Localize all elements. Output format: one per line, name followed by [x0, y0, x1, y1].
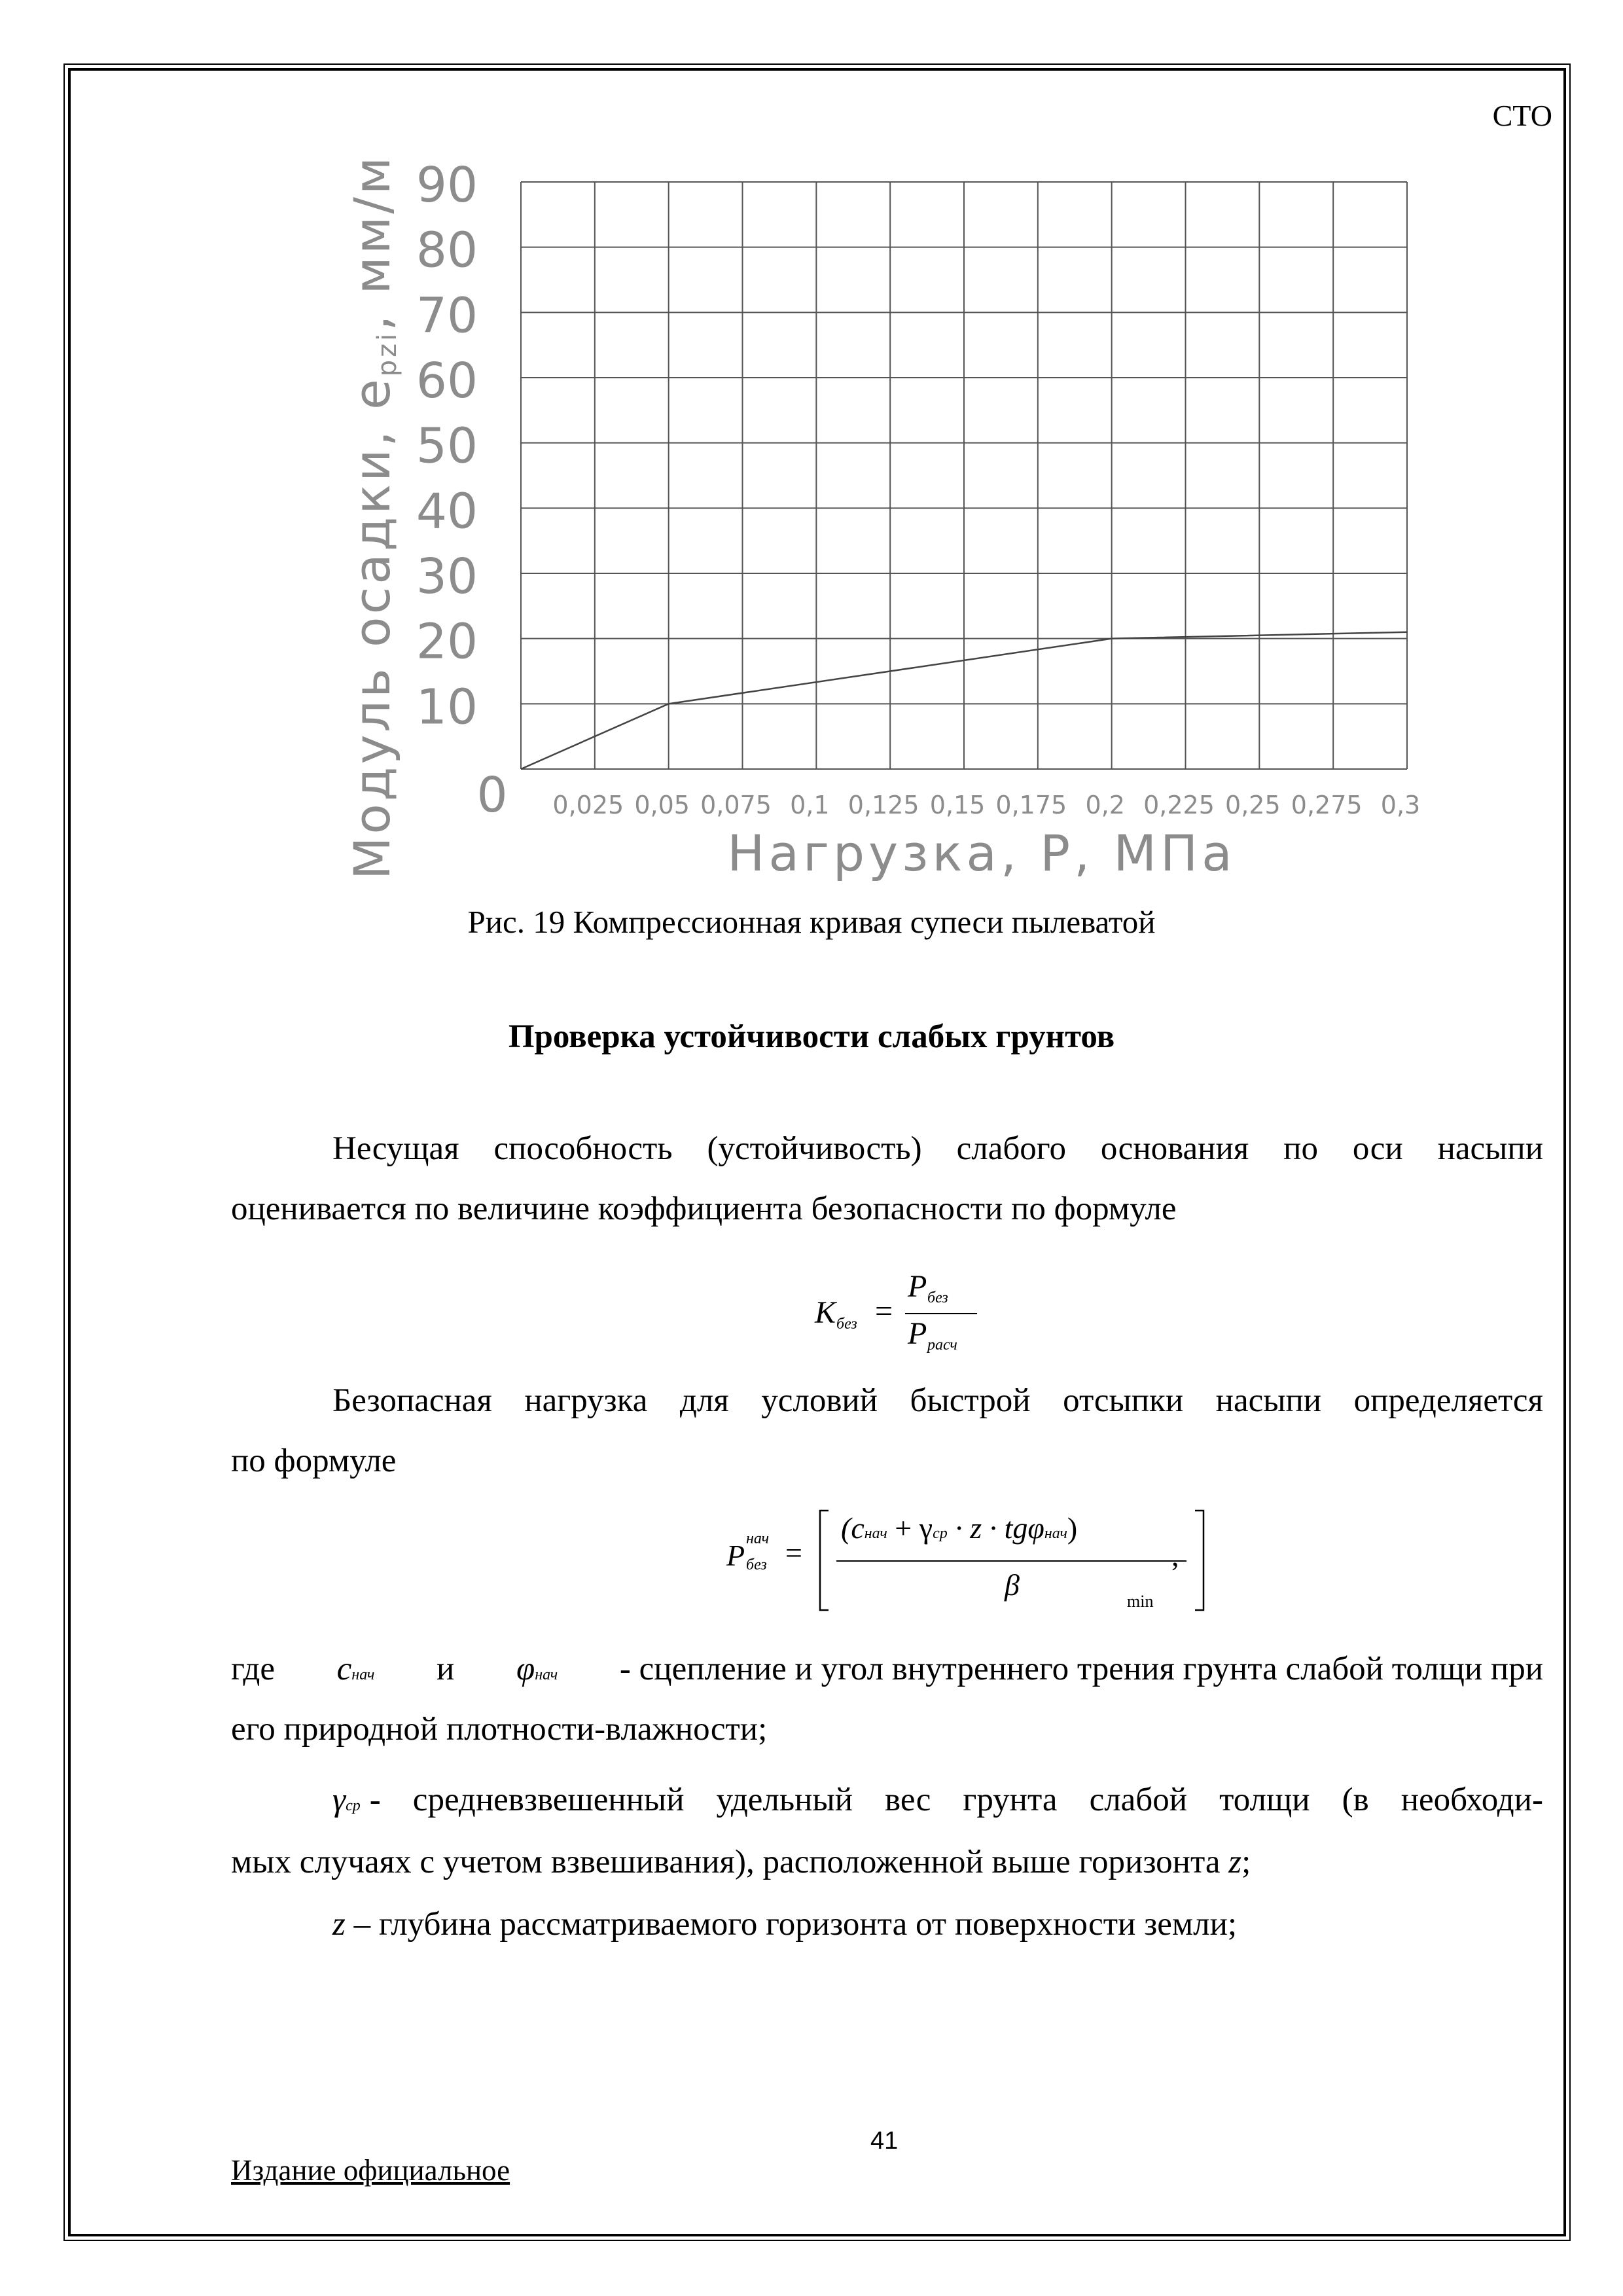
paragraph-2-line-1: Безопасная нагрузка для условий быстрой отсыпки насыпи определяется: [332, 1382, 1543, 1419]
y-tick-label: 60: [416, 353, 478, 409]
x-tick-labels: [552, 791, 1420, 819]
y-tick-label: 90: [416, 157, 478, 213]
chart-grid: [521, 182, 1407, 769]
x-tick-label: 0,15: [929, 791, 986, 819]
paragraph-1-line-1: Несущая способность (устойчивость) слабого основания по оси насыпи: [332, 1130, 1543, 1167]
x-tick-label: 0,275: [1291, 791, 1363, 819]
paragraph-2-line-2: по формуле: [231, 1443, 397, 1479]
figure-caption: Рис. 19 Компрессионная кривая супеси пылеватой: [467, 904, 1156, 940]
formula-safety-factor: K без = P без P расч: [815, 1276, 985, 1361]
x-tick-label: 0,05: [634, 791, 690, 819]
y-tick-label: 40: [416, 483, 478, 540]
x-tick-label: 0,125: [847, 791, 919, 819]
page-number: 41: [870, 2127, 899, 2155]
y-tick-label: 30: [416, 548, 478, 605]
y-tick-label: 50: [416, 418, 478, 475]
y-tick-label: 80: [416, 222, 478, 279]
x-tick-label: 0,1: [790, 791, 830, 819]
y-tick-label: 20: [416, 613, 478, 670]
definition-gamma-line-2: мых случаях с учетом взвешивания), расположенной выше горизонта z;: [231, 1844, 1251, 1880]
fraction-bar: [905, 1313, 977, 1314]
x-tick-label: 0,025: [552, 791, 624, 819]
y-tick-label: 0: [476, 767, 508, 823]
y-tick-label: 70: [416, 287, 478, 344]
x-axis-title: Нагрузка, P, МПа: [727, 824, 1236, 882]
definition-c-phi-line-2: его природной плотности-влажности;: [231, 1711, 768, 1748]
x-tick-label: 0,225: [1143, 791, 1215, 819]
paragraph-1-line-2: оценивается по величине коэффициента безопасности по формуле: [231, 1191, 1177, 1227]
x-tick-label: 0,3: [1380, 791, 1421, 819]
definition-c-phi: где cнач и φнач - сцепление и угол внутреннего трения грунта слабой толщи при: [231, 1651, 1543, 1687]
y-axis-title: Модуль осадки, epzi, мм/м: [343, 154, 402, 880]
formula-2-numerator: (cнач + γср · z · tgφнач): [841, 1511, 1078, 1545]
definition-gamma: γср - средневзвешенный удельный вес грунта слабой толщи (в необходи-: [332, 1782, 1543, 1818]
x-tick-label: 0,25: [1225, 791, 1281, 819]
document-code: СТО: [1492, 99, 1552, 132]
section-title: Проверка устойчивости слабых грунтов: [508, 1018, 1115, 1055]
x-tick-label: 0,2: [1085, 791, 1125, 819]
x-tick-label: 0,075: [700, 791, 772, 819]
y-tick-label: 10: [416, 679, 478, 736]
y-tick-labels: [416, 157, 508, 823]
definition-z: z – глубина рассматриваемого горизонта от поверхности земли;: [332, 1906, 1238, 1943]
formula-safe-load: P нач без = (cнач + γср · z · tgφнач) β min ,: [726, 1505, 1185, 1617]
edition-note: Издание официальное: [231, 2154, 510, 2187]
x-tick-label: 0,175: [995, 791, 1067, 819]
compression-curve-chart: [0, 0, 1623, 890]
